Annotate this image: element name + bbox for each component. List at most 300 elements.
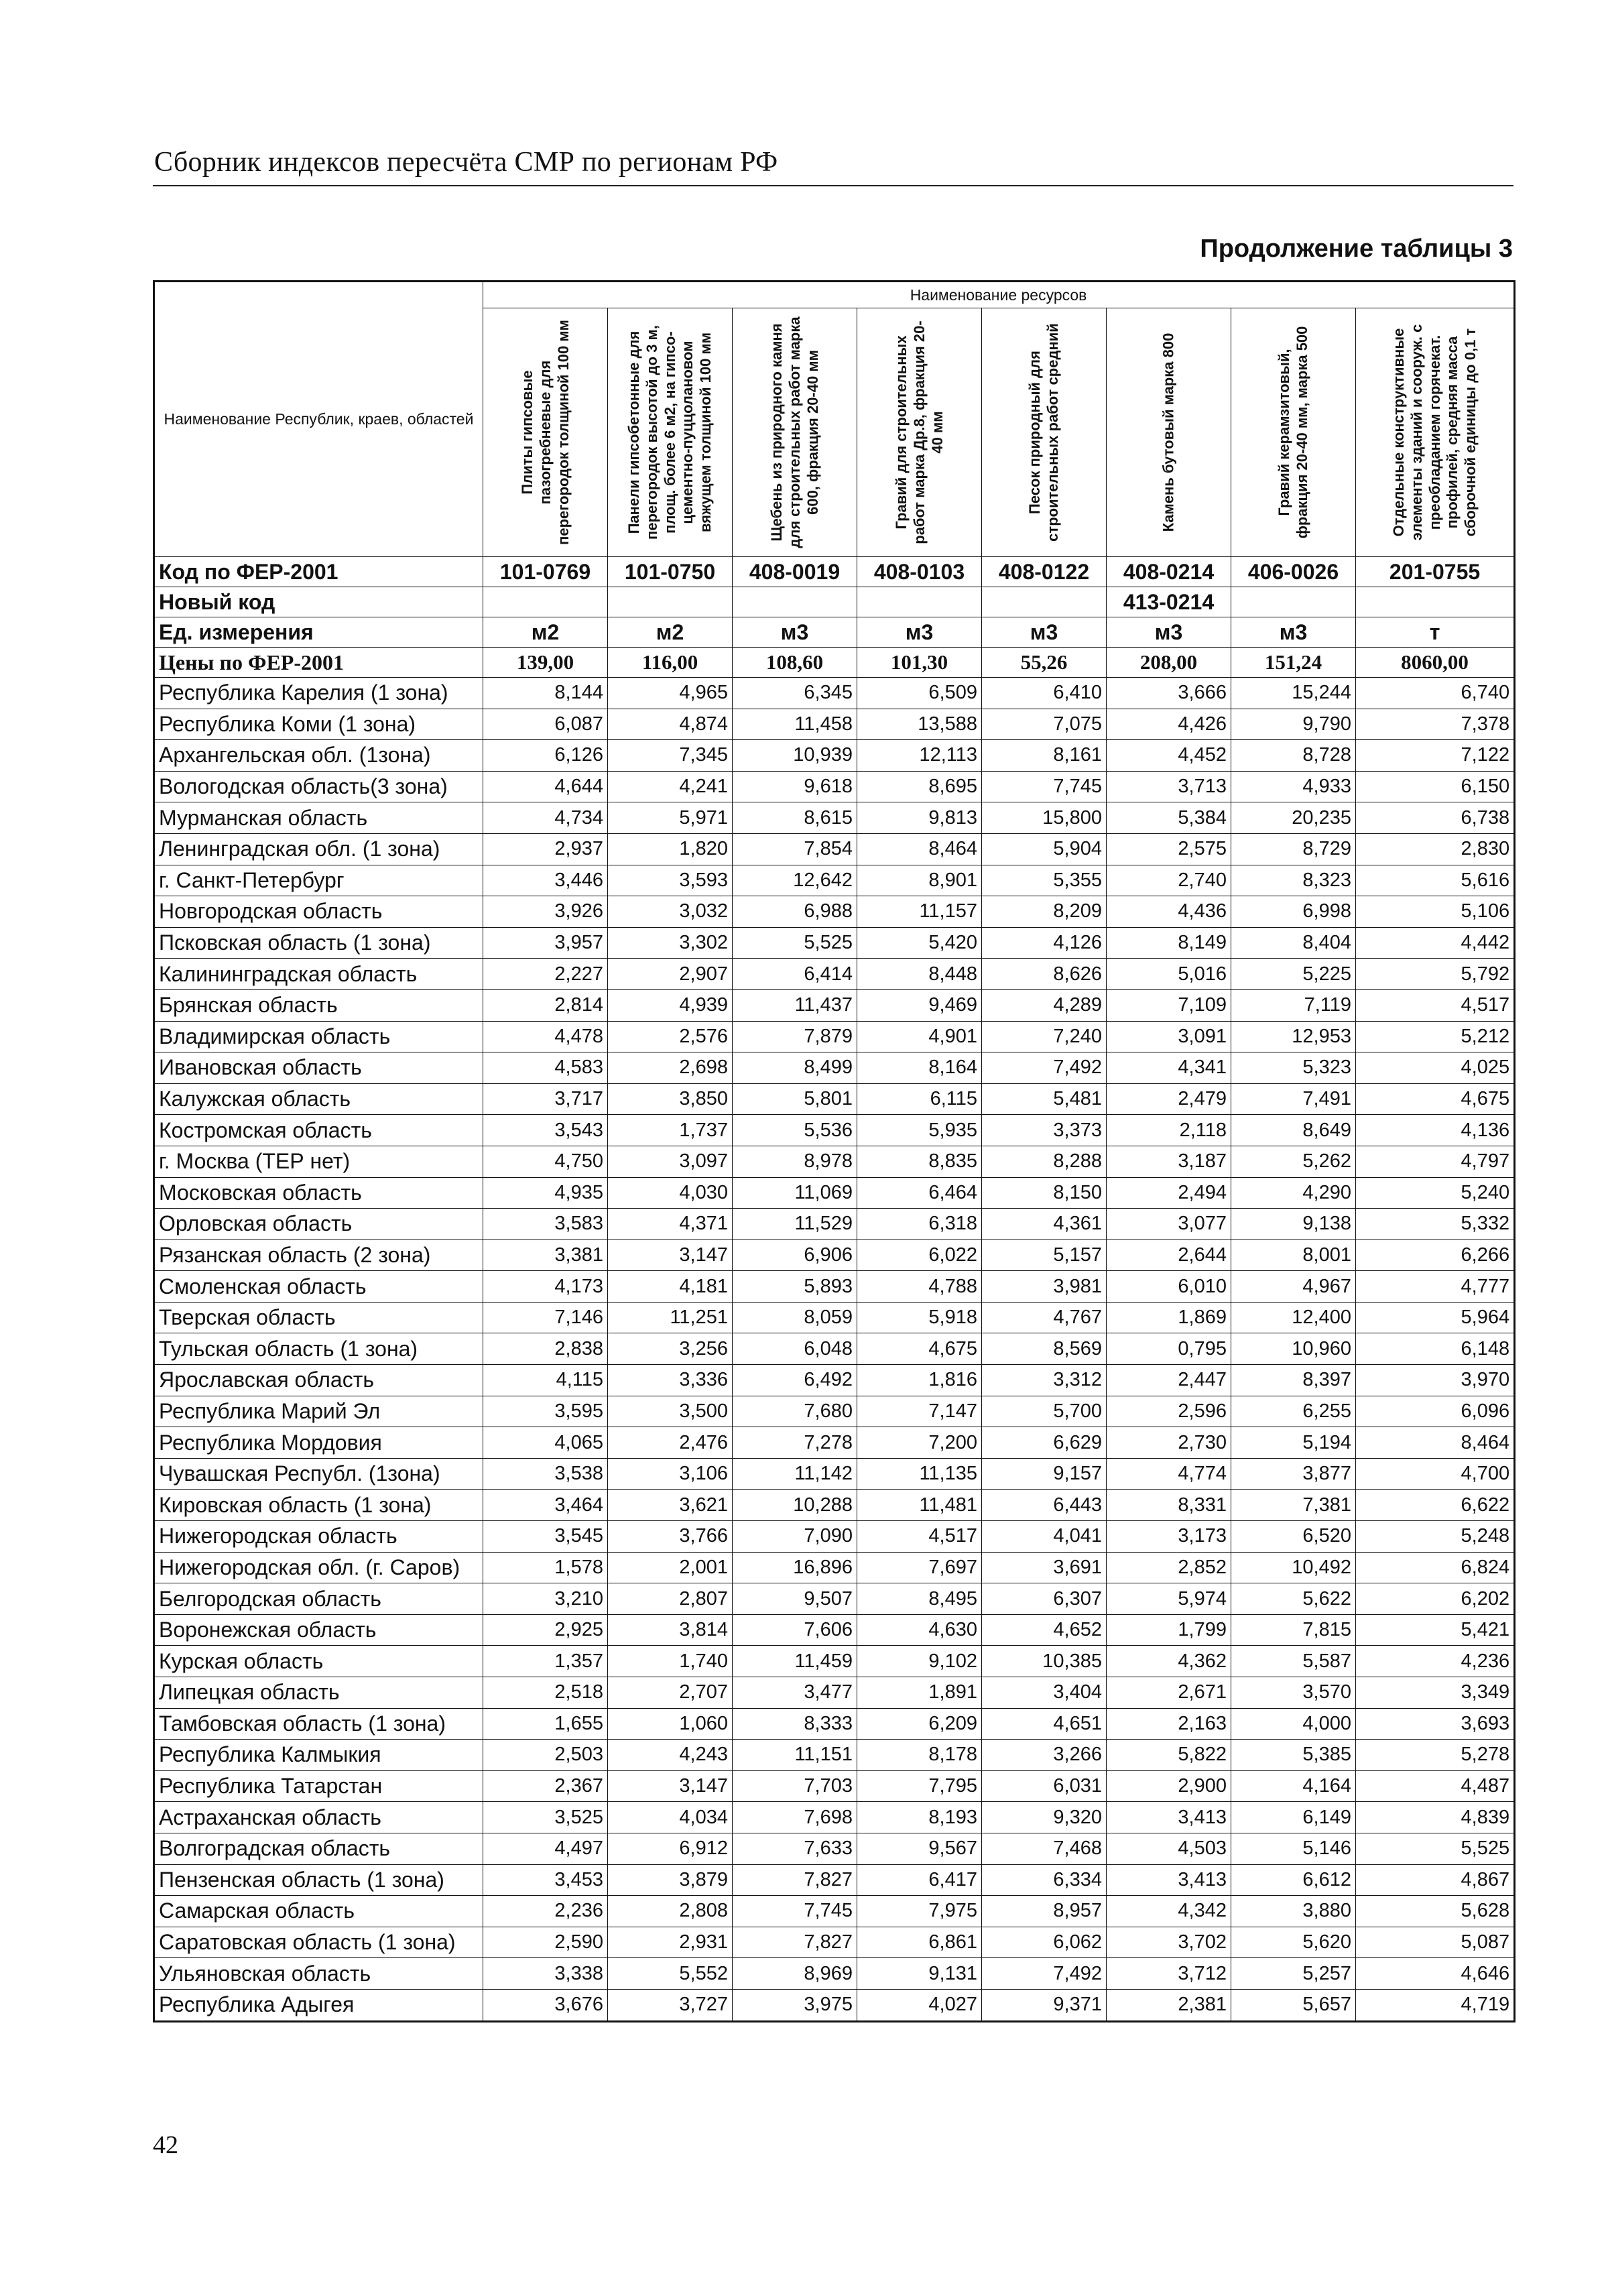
resource-column-label: Песок природный для строительных работ средний	[1026, 323, 1061, 542]
index-value: 5,248	[1356, 1521, 1515, 1553]
index-value: 5,087	[1356, 1927, 1515, 1958]
index-value: 7,468	[982, 1833, 1107, 1864]
index-value: 5,700	[982, 1396, 1107, 1427]
new-code-row-cell	[483, 587, 608, 617]
index-value: 2,575	[1107, 833, 1231, 865]
fer-code-row-cell: 201-0755	[1356, 557, 1515, 587]
index-value: 4,436	[1107, 896, 1231, 928]
index-value: 3,957	[483, 927, 608, 959]
index-value: 6,062	[982, 1927, 1107, 1958]
index-value: 4,025	[1356, 1052, 1515, 1084]
fer-code-row-cell: 408-0103	[857, 557, 982, 587]
index-value: 11,529	[733, 1209, 857, 1240]
index-value: 6,520	[1231, 1521, 1356, 1553]
index-value: 8,495	[857, 1583, 982, 1615]
index-value: 6,906	[733, 1240, 857, 1271]
index-value: 5,106	[1356, 896, 1515, 928]
index-value: 6,988	[733, 896, 857, 928]
table-row	[154, 896, 1515, 928]
table-continuation-label: Продолжение таблицы 3	[1200, 235, 1513, 263]
index-value: 3,312	[982, 1365, 1107, 1396]
index-value: 5,628	[1356, 1896, 1515, 1927]
region-name: Калининградская область	[154, 959, 483, 990]
index-value: 7,680	[733, 1396, 857, 1427]
index-value: 2,740	[1107, 865, 1231, 896]
index-value: 8,729	[1231, 833, 1356, 865]
index-value: 5,355	[982, 865, 1107, 896]
index-value: 4,933	[1231, 771, 1356, 802]
index-value: 6,738	[1356, 802, 1515, 834]
index-value: 8,835	[857, 1146, 982, 1177]
table-row	[154, 1021, 1515, 1052]
index-value: 2,381	[1107, 1989, 1231, 2021]
index-value: 4,774	[1107, 1458, 1231, 1490]
region-name: Республика Калмыкия	[154, 1740, 483, 1771]
index-value: 5,194	[1231, 1427, 1356, 1459]
index-value: 3,538	[483, 1458, 608, 1490]
index-value: 8,728	[1231, 740, 1356, 772]
region-name: Курская область	[154, 1646, 483, 1677]
table-row	[154, 1427, 1515, 1459]
resource-column-label: Камень бутовый марка 800	[1160, 333, 1177, 532]
table-row	[154, 865, 1515, 896]
index-value: 7,147	[857, 1396, 982, 1427]
index-value: 8,397	[1231, 1365, 1356, 1396]
resource-column-label: Щебень из природного камня для строительных работ марка 600, фракция 20-40 мм	[767, 316, 820, 548]
resource-column-label: Отдельные конструктивные элементы зданий и сооруж. с преобладанием горячекат. профилей, средняя масса сборочной единицы до 0,1 т	[1389, 324, 1479, 541]
table-row	[154, 1740, 1515, 1771]
index-value: 1,820	[608, 833, 733, 865]
index-value: 6,202	[1356, 1583, 1515, 1615]
index-value: 7,345	[608, 740, 733, 772]
table-row	[154, 1271, 1515, 1303]
index-value: 1,869	[1107, 1302, 1231, 1333]
index-value: 6,048	[733, 1333, 857, 1365]
table-row	[154, 1458, 1515, 1490]
region-name: Новгородская область	[154, 896, 483, 928]
index-value: 3,877	[1231, 1458, 1356, 1490]
index-value: 4,719	[1356, 1989, 1515, 2021]
index-value: 20,235	[1231, 802, 1356, 834]
index-value: 2,707	[608, 1677, 733, 1709]
index-value: 3,593	[608, 865, 733, 896]
table-row	[154, 771, 1515, 802]
unit-row-label: Ед. измерения	[154, 617, 483, 648]
index-value: 3,097	[608, 1146, 733, 1177]
index-value: 4,041	[982, 1521, 1107, 1553]
table-row	[154, 1802, 1515, 1833]
index-value: 3,702	[1107, 1927, 1231, 1958]
index-value: 2,814	[483, 989, 608, 1021]
index-value: 9,102	[857, 1646, 982, 1677]
index-value: 8,464	[1356, 1427, 1515, 1459]
index-value: 11,151	[733, 1740, 857, 1771]
new-code-row-label: Новый код	[154, 587, 483, 617]
index-value: 11,069	[733, 1177, 857, 1209]
index-value: 10,288	[733, 1490, 857, 1521]
index-value: 5,935	[857, 1115, 982, 1146]
index-value: 5,587	[1231, 1646, 1356, 1677]
index-value: 6,209	[857, 1708, 982, 1740]
table-row	[154, 1365, 1515, 1396]
index-value: 5,146	[1231, 1833, 1356, 1864]
index-value: 4,965	[608, 678, 733, 709]
index-value: 4,935	[483, 1177, 608, 1209]
table-row	[154, 1770, 1515, 1802]
region-name: Белгородская область	[154, 1583, 483, 1615]
index-value: 2,518	[483, 1677, 608, 1709]
region-name: Калужская область	[154, 1083, 483, 1115]
index-value: 3,477	[733, 1677, 857, 1709]
index-value: 3,879	[608, 1864, 733, 1896]
index-value: 5,525	[733, 927, 857, 959]
index-value: 9,813	[857, 802, 982, 834]
fer-code-row-label: Код по ФЕР-2001	[154, 557, 483, 587]
index-value: 5,225	[1231, 959, 1356, 990]
resource-column-label: Плиты гипсовые пазогребневые для перегородок толщиной 100 мм	[518, 320, 571, 545]
index-value: 6,622	[1356, 1490, 1515, 1521]
index-value: 0,795	[1107, 1333, 1231, 1365]
index-value: 3,691	[982, 1552, 1107, 1583]
price-row-cell: 108,60	[733, 648, 857, 678]
table-row	[154, 1083, 1515, 1115]
new-code-row-cell	[857, 587, 982, 617]
index-value: 5,323	[1231, 1052, 1356, 1084]
index-value: 2,118	[1107, 1115, 1231, 1146]
region-name: Волгоградская область	[154, 1833, 483, 1864]
index-value: 10,960	[1231, 1333, 1356, 1365]
index-value: 4,497	[483, 1833, 608, 1864]
index-value: 3,727	[608, 1989, 733, 2021]
index-value: 7,200	[857, 1427, 982, 1459]
index-value: 7,090	[733, 1521, 857, 1553]
index-value: 5,262	[1231, 1146, 1356, 1177]
index-value: 8,499	[733, 1052, 857, 1084]
index-value: 9,507	[733, 1583, 857, 1615]
index-value: 8,288	[982, 1146, 1107, 1177]
fer-code-row-cell: 408-0122	[982, 557, 1107, 587]
index-value: 2,367	[483, 1770, 608, 1802]
index-value: 4,867	[1356, 1864, 1515, 1896]
index-value: 5,974	[1107, 1583, 1231, 1615]
index-value: 2,931	[608, 1927, 733, 1958]
index-value: 6,464	[857, 1177, 982, 1209]
index-value: 4,517	[1356, 989, 1515, 1021]
table-row	[154, 1989, 1515, 2021]
index-value: 7,745	[733, 1896, 857, 1927]
region-name: Тульская область (1 зона)	[154, 1333, 483, 1365]
price-row-cell: 151,24	[1231, 648, 1356, 678]
index-value: 3,676	[483, 1989, 608, 2021]
index-value: 7,703	[733, 1770, 857, 1802]
index-value: 1,578	[483, 1552, 608, 1583]
index-value: 9,567	[857, 1833, 982, 1864]
fer-code-row-cell: 408-0214	[1107, 557, 1231, 587]
index-value: 15,800	[982, 802, 1107, 834]
index-value: 12,400	[1231, 1302, 1356, 1333]
index-value: 3,338	[483, 1958, 608, 1990]
index-value: 2,907	[608, 959, 733, 990]
index-value: 3,381	[483, 1240, 608, 1271]
index-value: 5,552	[608, 1958, 733, 1990]
index-value: 5,481	[982, 1083, 1107, 1115]
index-value: 6,912	[608, 1833, 733, 1864]
table-row	[154, 1240, 1515, 1271]
index-value: 7,879	[733, 1021, 857, 1052]
index-value: 6,096	[1356, 1396, 1515, 1427]
index-value: 3,413	[1107, 1864, 1231, 1896]
index-value: 7,633	[733, 1833, 857, 1864]
index-value: 5,964	[1356, 1302, 1515, 1333]
region-name: Республика Мордовия	[154, 1427, 483, 1459]
index-value: 9,131	[857, 1958, 982, 1990]
fer-code-row-cell: 101-0750	[608, 557, 733, 587]
index-value: 6,443	[982, 1490, 1107, 1521]
index-value: 4,000	[1231, 1708, 1356, 1740]
index-value: 4,750	[483, 1146, 608, 1177]
region-name: Республика Татарстан	[154, 1770, 483, 1802]
index-value: 6,115	[857, 1083, 982, 1115]
index-value: 4,126	[982, 927, 1107, 959]
index-value: 4,136	[1356, 1115, 1515, 1146]
index-value: 4,243	[608, 1740, 733, 1771]
table-row	[154, 1490, 1515, 1521]
index-value: 7,698	[733, 1802, 857, 1833]
index-value: 4,487	[1356, 1770, 1515, 1802]
index-value: 6,149	[1231, 1802, 1356, 1833]
index-value: 3,077	[1107, 1209, 1231, 1240]
index-value: 7,795	[857, 1770, 982, 1802]
index-value: 5,525	[1356, 1833, 1515, 1864]
index-value: 8,901	[857, 865, 982, 896]
index-value: 3,446	[483, 865, 608, 896]
region-name: Астраханская область	[154, 1802, 483, 1833]
index-value: 3,666	[1107, 678, 1231, 709]
index-value: 2,937	[483, 833, 608, 865]
unit-row-cell: т	[1356, 617, 1515, 648]
index-value: 3,210	[483, 1583, 608, 1615]
index-value: 3,713	[1107, 771, 1231, 802]
index-value: 15,244	[1231, 678, 1356, 709]
index-value: 1,891	[857, 1677, 982, 1709]
table-row	[154, 1833, 1515, 1864]
index-value: 7,146	[483, 1302, 608, 1333]
index-value: 8,059	[733, 1302, 857, 1333]
index-value: 7,109	[1107, 989, 1231, 1021]
new-code-row-cell	[1356, 587, 1515, 617]
index-value: 8,404	[1231, 927, 1356, 959]
index-value: 4,361	[982, 1209, 1107, 1240]
index-value: 7,745	[982, 771, 1107, 802]
index-value: 5,536	[733, 1115, 857, 1146]
index-value: 3,717	[483, 1083, 608, 1115]
resources-header: Наименование ресурсов	[483, 282, 1515, 308]
index-value: 6,307	[982, 1583, 1107, 1615]
index-value: 13,588	[857, 709, 982, 740]
index-value: 8,969	[733, 1958, 857, 1990]
region-column-header: Наименование Республик, краев, областей	[154, 282, 483, 557]
index-value: 2,838	[483, 1333, 608, 1365]
index-value: 6,492	[733, 1365, 857, 1396]
index-value: 3,106	[608, 1458, 733, 1490]
table-row	[154, 1115, 1515, 1146]
index-value: 5,420	[857, 927, 982, 959]
index-value: 3,349	[1356, 1677, 1515, 1709]
index-value: 6,334	[982, 1864, 1107, 1896]
index-value: 4,839	[1356, 1802, 1515, 1833]
index-value: 5,157	[982, 1240, 1107, 1271]
index-value: 2,227	[483, 959, 608, 990]
index-value: 4,901	[857, 1021, 982, 1052]
index-value: 7,240	[982, 1021, 1107, 1052]
index-value: 4,797	[1356, 1146, 1515, 1177]
index-value: 8,323	[1231, 865, 1356, 896]
price-row-cell: 208,00	[1107, 648, 1231, 678]
index-value: 4,939	[608, 989, 733, 1021]
index-value: 3,766	[608, 1521, 733, 1553]
index-value: 8,626	[982, 959, 1107, 990]
fer-code-row-cell: 406-0026	[1231, 557, 1356, 587]
header-divider	[153, 185, 1513, 186]
index-value: 4,967	[1231, 1271, 1356, 1303]
index-value: 4,644	[483, 771, 608, 802]
index-value: 2,830	[1356, 833, 1515, 865]
index-value: 3,926	[483, 896, 608, 928]
price-row-label: Цены по ФЕР-2001	[154, 648, 483, 678]
indices-table	[153, 280, 1516, 2022]
index-value: 12,113	[857, 740, 982, 772]
index-value: 8,150	[982, 1177, 1107, 1209]
index-value: 4,065	[483, 1427, 608, 1459]
index-value: 3,712	[1107, 1958, 1231, 1990]
index-value: 8,209	[982, 896, 1107, 928]
table-row	[154, 1177, 1515, 1209]
index-value: 5,620	[1231, 1927, 1356, 1958]
table-row	[154, 1302, 1515, 1333]
index-value: 7,827	[733, 1927, 857, 1958]
region-name: Ивановская область	[154, 1052, 483, 1084]
index-value: 7,491	[1231, 1083, 1356, 1115]
index-value: 8,178	[857, 1740, 982, 1771]
index-value: 12,953	[1231, 1021, 1356, 1052]
index-value: 5,240	[1356, 1177, 1515, 1209]
index-value: 8,164	[857, 1052, 982, 1084]
table-row	[154, 1864, 1515, 1896]
index-value: 8,001	[1231, 1240, 1356, 1271]
table-row	[154, 1646, 1515, 1677]
index-value: 3,975	[733, 1989, 857, 2021]
index-value: 5,332	[1356, 1209, 1515, 1240]
index-value: 4,426	[1107, 709, 1231, 740]
region-name: Липецкая область	[154, 1677, 483, 1709]
index-value: 3,032	[608, 896, 733, 928]
index-value: 8,161	[982, 740, 1107, 772]
index-value: 3,595	[483, 1396, 608, 1427]
index-value: 6,740	[1356, 678, 1515, 709]
index-value: 6,629	[982, 1427, 1107, 1459]
index-value: 9,138	[1231, 1209, 1356, 1240]
region-name: Ульяновская область	[154, 1958, 483, 1990]
index-value: 11,142	[733, 1458, 857, 1490]
index-value: 2,447	[1107, 1365, 1231, 1396]
index-value: 3,693	[1356, 1708, 1515, 1740]
index-value: 6,010	[1107, 1271, 1231, 1303]
resource-column-label: Гравий керамзитовый, фракция 20-40 мм, марка 500	[1275, 326, 1310, 539]
index-value: 6,022	[857, 1240, 982, 1271]
index-value: 3,453	[483, 1864, 608, 1896]
index-value: 2,001	[608, 1552, 733, 1583]
index-value: 8,333	[733, 1708, 857, 1740]
index-value: 5,822	[1107, 1740, 1231, 1771]
index-value: 3,147	[608, 1240, 733, 1271]
region-name: Тверская область	[154, 1302, 483, 1333]
price-row-cell: 8060,00	[1356, 648, 1515, 678]
index-value: 1,357	[483, 1646, 608, 1677]
index-value: 9,320	[982, 1802, 1107, 1833]
unit-row-cell: м3	[857, 617, 982, 648]
index-value: 4,651	[982, 1708, 1107, 1740]
index-value: 7,378	[1356, 709, 1515, 740]
resource-column-header	[857, 308, 982, 557]
index-value: 6,824	[1356, 1552, 1515, 1583]
index-value: 3,464	[483, 1490, 608, 1521]
index-value: 2,925	[483, 1614, 608, 1646]
region-name: г. Санкт-Петербург	[154, 865, 483, 896]
index-value: 2,163	[1107, 1708, 1231, 1740]
index-value: 5,421	[1356, 1614, 1515, 1646]
index-value: 2,900	[1107, 1770, 1231, 1802]
index-value: 11,459	[733, 1646, 857, 1677]
index-value: 3,880	[1231, 1896, 1356, 1927]
index-value: 8,448	[857, 959, 982, 990]
index-value: 7,815	[1231, 1614, 1356, 1646]
region-name: Псковская область (1 зона)	[154, 927, 483, 959]
index-value: 3,543	[483, 1115, 608, 1146]
index-value: 4,181	[608, 1271, 733, 1303]
index-value: 6,410	[982, 678, 1107, 709]
index-value: 5,616	[1356, 865, 1515, 896]
index-value: 6,509	[857, 678, 982, 709]
new-code-row	[154, 587, 1515, 617]
price-row-cell: 139,00	[483, 648, 608, 678]
index-value: 4,583	[483, 1052, 608, 1084]
index-value: 6,266	[1356, 1240, 1515, 1271]
index-value: 6,998	[1231, 896, 1356, 928]
index-value: 9,790	[1231, 709, 1356, 740]
region-name: Нижегородская область	[154, 1521, 483, 1553]
index-value: 3,302	[608, 927, 733, 959]
index-value: 2,590	[483, 1927, 608, 1958]
index-value: 6,126	[483, 740, 608, 772]
region-name: Костромская область	[154, 1115, 483, 1146]
index-value: 4,630	[857, 1614, 982, 1646]
index-value: 6,612	[1231, 1864, 1356, 1896]
index-value: 3,814	[608, 1614, 733, 1646]
index-value: 2,503	[483, 1740, 608, 1771]
table-row	[154, 1396, 1515, 1427]
price-row-cell: 101,30	[857, 648, 982, 678]
resource-column-header	[1231, 308, 1356, 557]
region-name: Мурманская область	[154, 802, 483, 834]
index-value: 3,545	[483, 1521, 608, 1553]
index-value: 4,034	[608, 1802, 733, 1833]
region-name: Воронежская область	[154, 1614, 483, 1646]
index-value: 2,852	[1107, 1552, 1231, 1583]
index-value: 4,290	[1231, 1177, 1356, 1209]
index-value: 6,861	[857, 1927, 982, 1958]
new-code-row-cell	[1231, 587, 1356, 617]
index-value: 8,569	[982, 1333, 1107, 1365]
